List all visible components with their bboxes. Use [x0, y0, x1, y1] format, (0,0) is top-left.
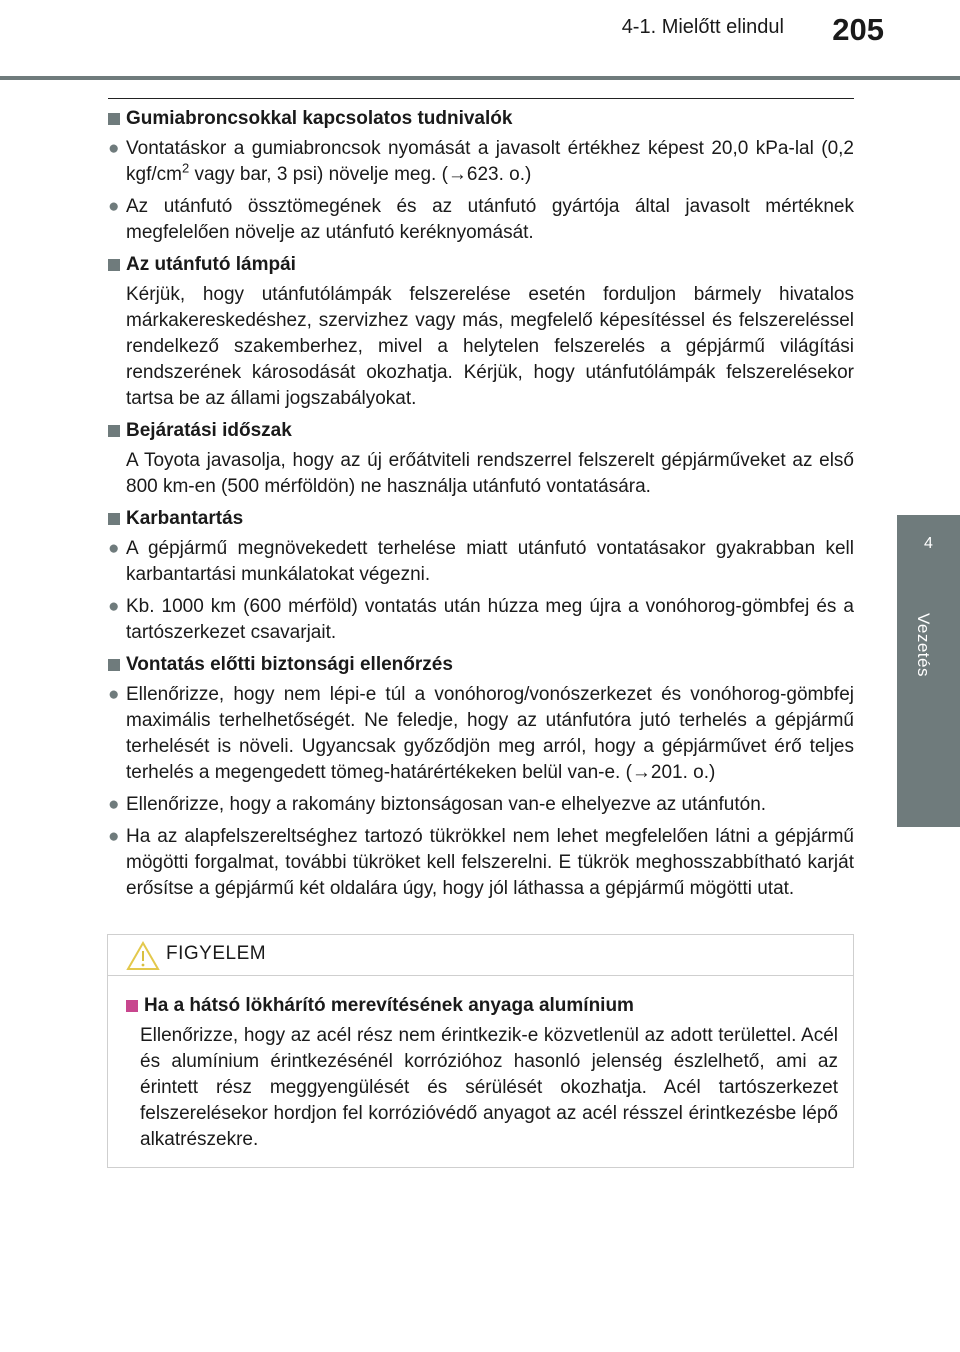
chapter-label: Vezetés	[914, 613, 933, 677]
bullet-text: A gépjármű megnövekedett terhelése miatt utánfutó vontatásakor gyakrabban kell karbantartási munkálatokat végezni.	[126, 538, 854, 585]
circle-bullet-icon: ●	[108, 538, 120, 559]
bullet-item	[108, 792, 854, 818]
chapter-number: 4	[924, 535, 933, 552]
header-section-label: 4-1. Mielőtt elindul	[621, 16, 784, 38]
section-safety-check	[108, 652, 854, 902]
warning-paragraph: Ellenőrizze, hogy az acél rész nem érintkezik-e közvetlenül az adott területtel. Acél és alumínium érintkezésénél korrózióhoz hasonló jelenség észlelhető, ami az érintett rész meggyengülését és sérülését okozhatja. Acél tartószerkezet felszerelésekor hordjon fel korrózióvédő anyagot az acél résszel érintkezésbe lépő alkatrészekre.	[140, 1025, 838, 1150]
bullet-item	[108, 194, 854, 246]
circle-bullet-icon: ●	[108, 826, 120, 847]
square-bullet-icon	[108, 425, 120, 437]
page-number: 205	[832, 12, 884, 47]
circle-bullet-icon: ●	[108, 196, 120, 217]
header-rule	[0, 76, 960, 80]
circle-bullet-icon: ●	[108, 794, 120, 815]
section-heading: Karbantartás	[108, 506, 854, 532]
section-maintenance	[108, 506, 854, 646]
section-heading: Az utánfutó lámpái	[108, 252, 854, 278]
section-paragraph: A Toyota javasolja, hogy az új erőátviteli rendszerrel felszerelt gépjárműveket az első 800 km-en (500 mérföldön) ne használja utánfutó vontatására.	[126, 450, 854, 497]
circle-bullet-icon: ●	[108, 138, 120, 159]
warning-heading: Ha a hátsó lökhárító merevítésének anyaga alumínium	[126, 993, 838, 1019]
content	[108, 106, 854, 908]
warning-box	[107, 934, 854, 1168]
section-heading: Gumiabroncsokkal kapcsolatos tudnivalók	[108, 106, 854, 132]
bullet-item	[108, 682, 854, 786]
section-break-in	[108, 418, 854, 500]
chapter-side-tab	[897, 515, 960, 827]
bullet-text: Ellenőrizze, hogy nem lépi-e túl a vonóhorog/vonószerkezet és vonóhorog-gömbfej maximális terhelhetőségét. Ne feledje, hogy az utánfutóra jutó terhelés a gépjármű terhelését is növeli. Ugyancsak győződjön meg arról, hogy a gépjárművet érő teljes terhelés a megengedett tömeg-határértékeken belül van-e. (→201. o.)	[126, 684, 854, 783]
circle-bullet-icon: ●	[108, 596, 120, 617]
circle-bullet-icon: ●	[108, 684, 120, 705]
square-bullet-icon	[108, 259, 120, 271]
section-paragraph: Kérjük, hogy utánfutólámpák felszerelése esetén forduljon bármely hivatalos márkakereskedéshez, szervizhez vagy más, megfelelő képesítéssel és felszereléssel rendelkező szakemberhez, mivel a helytelen felszerelés a gépjármű világítási rendszerének károsodását okozhatja. Kérjük, hogy utánfutólámpák felszerelésekor tartsa be az állami jogszabályokat.	[126, 284, 854, 409]
bullet-item	[108, 536, 854, 588]
section-heading: Bejáratási időszak	[108, 418, 854, 444]
warning-body	[126, 993, 838, 1159]
warning-title: FIGYELEM	[166, 943, 267, 964]
bullet-item	[108, 594, 854, 646]
bullet-text: Ha az alapfelszereltséghez tartozó tükrökkel nem lehet megfelelően látni a gépjármű mögötti forgalmat, további tükröket kell felszerelni. E tükrök meghosszabbítható karját erősítse a gépjármű két oldalára úgy, hogy jól láthassa a gépjármű mögötti utat.	[126, 826, 854, 899]
square-bullet-icon	[108, 513, 120, 525]
square-bullet-icon	[108, 659, 120, 671]
section-tyres	[108, 106, 854, 246]
warning-header	[108, 935, 853, 976]
square-bullet-icon	[126, 1000, 138, 1012]
bullet-text: Kb. 1000 km (600 mérföld) vontatás után húzza meg újra a vonóhorog-gömbfej és a tartószerkezet csavarjait.	[126, 596, 854, 643]
content-top-rule	[108, 98, 854, 99]
warning-triangle-icon	[126, 941, 160, 971]
bullet-text: Ellenőrizze, hogy a rakomány biztonságosan van-e elhelyezve az utánfutón.	[126, 794, 767, 815]
bullet-text: Az utánfutó össztömegének és az utánfutó gyártója által javasolt mértéknek megfelelően növelje az utánfutó keréknyomását.	[126, 196, 854, 243]
bullet-text: Vontatáskor a gumiabroncsok nyomását a javasolt értékhez képest 20,0 kPa-lal (0,2 kgf/$cm^2$ vagy bar, 3 psi) növelje meg. (→623. o.)	[126, 138, 854, 185]
superscript: 2	[181, 160, 190, 176]
section-heading: Vontatás előtti biztonsági ellenőrzés	[108, 652, 854, 678]
section-trailer-lamps	[108, 252, 854, 412]
bullet-item	[108, 136, 854, 188]
square-bullet-icon	[108, 113, 120, 125]
bullet-item	[108, 824, 854, 902]
